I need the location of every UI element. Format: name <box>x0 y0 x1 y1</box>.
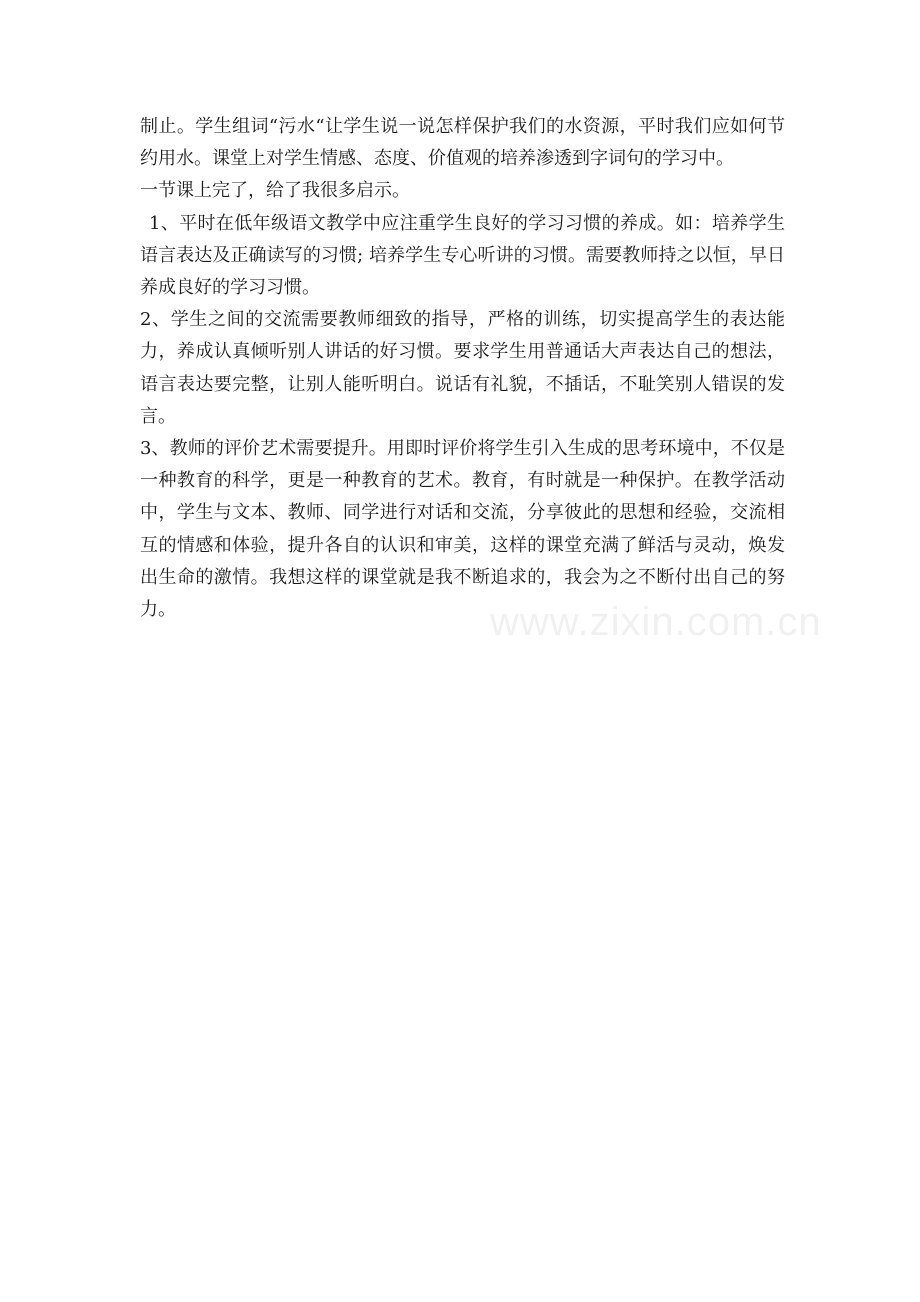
paragraph-4-point-2: 2、学生之间的交流需要教师细致的指导，严格的训练，切实提高学生的表达能力，养成认真倾听别人讲话的好习惯。要求学生用普通话大声表达自己的想法，语言表达要完整，让别人能听明白。说话有礼貌，不插话，不耻笑别人错误的发言。 <box>140 309 785 427</box>
document-body <box>140 111 785 626</box>
paragraph-5-point-3: 3、教师的评价艺术需要提升。用即时评价将学生引入生成的思考环境中，不仅是一种教育的科学，更是一种教育的艺术。教育，有时就是一种保护。在教学活动中，学生与文本、教师、同学进行对话和交流，分享彼此的思想和经验，交流相互的情感和体验，提升各自的认识和审美，这样的课堂充满了鲜活与灵动，焕发出生命的激情。我想这样的课堂就是我不断追求的，我会为之不断付出自己的努力。 <box>140 438 785 621</box>
paragraph-3-point-1: 1、平时在低年级语文教学中应注重学生良好的学习习惯的养成。如：培养学生语言表达及正确读写的习惯; 培养学生专心听讲的习惯。需要教师持之以恒，早日养成良好的学习习惯。 <box>140 212 785 299</box>
paragraph-2: 一节课上完了，给了我很多启示。 <box>140 180 410 202</box>
paragraph-1: 制止。学生组词“污水“让学生说一说怎样保护我们的水资源，平时我们应如何节约用水。课堂上对学生情感、态度、价值观的培养渗透到字词句的学习中。 <box>140 116 785 170</box>
watermark: www.zixin.com.cn <box>490 600 822 644</box>
